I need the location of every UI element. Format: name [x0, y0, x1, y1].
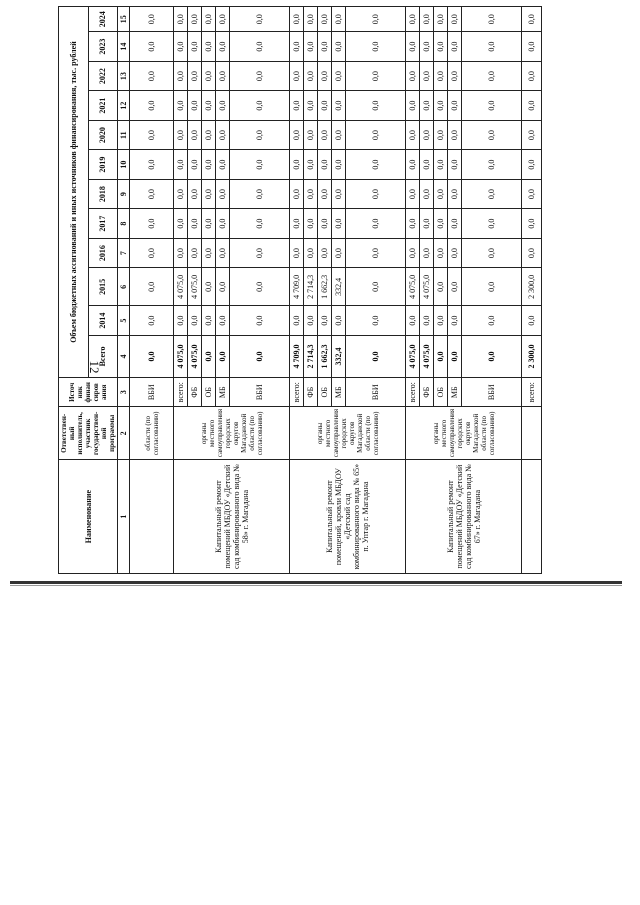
table-row — [406, 7, 420, 574]
value-cell: 0,0 — [462, 268, 522, 306]
value-cell: 0,0 — [188, 32, 202, 62]
value-cell: 0,0 — [230, 150, 290, 180]
header-total: Всего — [88, 335, 118, 377]
value-cell: 0,0 — [346, 61, 406, 91]
value-cell: 0,0 — [304, 120, 318, 150]
value-cell: 0,0 — [304, 209, 318, 239]
value-cell: 0,0 — [216, 335, 230, 377]
value-cell: 0,0 — [230, 238, 290, 268]
value-cell: 0,0 — [346, 32, 406, 62]
value-cell: 0,0 — [332, 32, 346, 62]
value-cell: 0,0 — [522, 91, 542, 121]
value-cell: 0,0 — [318, 306, 332, 336]
header-row — [59, 7, 89, 574]
executor-cell: органы местного самоуправления городских округов Магаданской области (по согласованию) — [406, 407, 522, 460]
value-cell: 0,0 — [216, 120, 230, 150]
value-cell: 0,0 — [346, 209, 406, 239]
value-cell: 0,0 — [522, 209, 542, 239]
value-cell: 0,0 — [434, 335, 448, 377]
value-cell: 0,0 — [188, 209, 202, 239]
value-cell: 0,0 — [290, 7, 304, 32]
value-cell: 0,0 — [216, 268, 230, 306]
value-cell: 0,0 — [290, 150, 304, 180]
executor-cell: органы местного самоуправления городских округов Магаданской области (по согласованию) — [174, 407, 290, 460]
value-cell: 0,0 — [304, 179, 318, 209]
value-cell: 0,0 — [174, 61, 188, 91]
value-cell: 0,0 — [462, 238, 522, 268]
value-cell: 0,0 — [174, 91, 188, 121]
value-cell: 1 662,3 — [318, 268, 332, 306]
value-cell: 0,0 — [448, 61, 462, 91]
value-cell: 0,0 — [130, 306, 174, 336]
value-cell: 0,0 — [332, 7, 346, 32]
value-cell: 0,0 — [522, 306, 542, 336]
table-row — [174, 7, 188, 574]
col-number: 5 — [118, 306, 130, 336]
value-cell: 0,0 — [188, 238, 202, 268]
value-cell: 0,0 — [346, 7, 406, 32]
page-divider — [10, 581, 622, 584]
value-cell: 0,0 — [230, 120, 290, 150]
value-cell: 4 075,0 — [188, 268, 202, 306]
value-cell: 0,0 — [202, 179, 216, 209]
value-cell: 0,0 — [130, 238, 174, 268]
col-number: 9 — [118, 179, 130, 209]
col-number: 15 — [118, 7, 130, 32]
value-cell: 0,0 — [462, 61, 522, 91]
value-cell: 0,0 — [130, 7, 174, 32]
executor-cell: области (по согласованию) — [130, 407, 174, 460]
source-cell: МБ — [448, 378, 462, 408]
value-cell: 0,0 — [230, 91, 290, 121]
source-cell: всего: — [522, 378, 542, 408]
value-cell: 0,0 — [406, 120, 420, 150]
value-cell: 0,0 — [522, 32, 542, 62]
source-cell: ФБ — [304, 378, 318, 408]
value-cell: 0,0 — [230, 268, 290, 306]
value-cell: 0,0 — [202, 209, 216, 239]
value-cell: 0,0 — [346, 335, 406, 377]
value-cell: 0,0 — [230, 7, 290, 32]
source-cell: всего: — [290, 378, 304, 408]
value-cell: 4 075,0 — [406, 335, 420, 377]
empty-executor-cell — [522, 407, 542, 460]
value-cell: 0,0 — [290, 209, 304, 239]
value-cell: 0,0 — [230, 306, 290, 336]
value-cell: 0,0 — [202, 7, 216, 32]
value-cell: 0,0 — [216, 32, 230, 62]
value-cell: 0,0 — [130, 179, 174, 209]
source-cell: ВБИ — [346, 378, 406, 408]
value-cell: 0,0 — [448, 335, 462, 377]
value-cell: 0,0 — [188, 306, 202, 336]
value-cell: 332,4 — [332, 268, 346, 306]
value-cell: 0,0 — [346, 268, 406, 306]
value-cell: 0,0 — [290, 120, 304, 150]
value-cell: 0,0 — [420, 238, 434, 268]
value-cell: 0,0 — [318, 238, 332, 268]
source-cell: МБ — [332, 378, 346, 408]
value-cell: 4 075,0 — [174, 268, 188, 306]
value-cell: 0,0 — [130, 32, 174, 62]
value-cell: 0,0 — [230, 209, 290, 239]
col-number: 12 — [118, 91, 130, 121]
value-cell: 0,0 — [434, 120, 448, 150]
object-name-cell: Капитальный ремонт помещений МБДОУ «Детский сад комбинированного вида № 67» г. Магадана — [406, 460, 522, 574]
value-cell: 0,0 — [462, 335, 522, 377]
value-cell: 0,0 — [304, 91, 318, 121]
value-cell: 0,0 — [202, 268, 216, 306]
value-cell: 0,0 — [332, 61, 346, 91]
value-cell: 0,0 — [462, 32, 522, 62]
value-cell: 0,0 — [290, 91, 304, 121]
header-year: 2018 — [88, 179, 118, 209]
value-cell: 0,0 — [448, 179, 462, 209]
value-cell: 0,0 — [462, 91, 522, 121]
value-cell: 0,0 — [188, 179, 202, 209]
value-cell: 0,0 — [346, 238, 406, 268]
value-cell: 4 709,0 — [290, 268, 304, 306]
value-cell: 0,0 — [130, 209, 174, 239]
value-cell: 0,0 — [434, 238, 448, 268]
value-cell: 0,0 — [130, 150, 174, 180]
value-cell: 0,0 — [216, 306, 230, 336]
value-cell: 0,0 — [434, 7, 448, 32]
value-cell: 0,0 — [332, 306, 346, 336]
source-cell: всего: — [406, 378, 420, 408]
value-cell: 4 075,0 — [188, 335, 202, 377]
value-cell: 0,0 — [318, 91, 332, 121]
source-cell: МБ — [216, 378, 230, 408]
header-source: Источ ник финан сиров ания — [59, 378, 118, 408]
value-cell: 0,0 — [406, 238, 420, 268]
value-cell: 0,0 — [318, 120, 332, 150]
value-cell: 0,0 — [202, 61, 216, 91]
value-cell: 0,0 — [174, 238, 188, 268]
col-number: 7 — [118, 238, 130, 268]
value-cell: 0,0 — [420, 150, 434, 180]
value-cell: 0,0 — [130, 268, 174, 306]
value-cell: 0,0 — [290, 306, 304, 336]
col-number: 3 — [118, 378, 130, 408]
value-cell: 0,0 — [290, 179, 304, 209]
page-divider-thin — [10, 585, 622, 586]
header-year: 2022 — [88, 61, 118, 91]
header-volume: Объем бюджетных ассигнований и иных источников финансирования, тыс. рублей — [59, 7, 89, 378]
value-cell: 0,0 — [332, 209, 346, 239]
value-cell: 0,0 — [130, 91, 174, 121]
source-cell: ОБ — [434, 378, 448, 408]
value-cell: 0,0 — [188, 7, 202, 32]
value-cell: 332,4 — [332, 335, 346, 377]
value-cell: 0,0 — [420, 120, 434, 150]
col-number: 14 — [118, 32, 130, 62]
value-cell: 2 714,3 — [304, 268, 318, 306]
source-cell: ВБИ — [130, 378, 174, 408]
value-cell: 0,0 — [346, 91, 406, 121]
source-cell: ВБИ — [462, 378, 522, 408]
value-cell: 0,0 — [448, 91, 462, 121]
financing-table — [58, 6, 542, 574]
value-cell: 0,0 — [434, 268, 448, 306]
col-number: 4 — [118, 335, 130, 377]
value-cell: 0,0 — [318, 209, 332, 239]
value-cell: 0,0 — [522, 150, 542, 180]
value-cell: 0,0 — [406, 306, 420, 336]
value-cell: 0,0 — [174, 120, 188, 150]
value-cell: 0,0 — [434, 91, 448, 121]
value-cell: 0,0 — [202, 120, 216, 150]
empty-name-cell — [522, 460, 542, 574]
value-cell: 0,0 — [420, 7, 434, 32]
value-cell: 0,0 — [522, 179, 542, 209]
source-cell: всего: — [174, 378, 188, 408]
value-cell: 0,0 — [202, 238, 216, 268]
value-cell: 0,0 — [230, 179, 290, 209]
value-cell: 0,0 — [318, 7, 332, 32]
value-cell: 0,0 — [216, 150, 230, 180]
value-cell: 0,0 — [202, 32, 216, 62]
value-cell: 0,0 — [304, 7, 318, 32]
column-number-row — [118, 7, 130, 574]
value-cell: 0,0 — [304, 61, 318, 91]
header-year: 2016 — [88, 238, 118, 268]
value-cell: 0,0 — [216, 209, 230, 239]
value-cell: 0,0 — [216, 91, 230, 121]
value-cell: 0,0 — [462, 306, 522, 336]
value-cell: 0,0 — [420, 61, 434, 91]
value-cell: 0,0 — [420, 91, 434, 121]
value-cell: 0,0 — [346, 120, 406, 150]
value-cell: 0,0 — [332, 120, 346, 150]
value-cell: 0,0 — [434, 150, 448, 180]
value-cell: 0,0 — [174, 32, 188, 62]
value-cell: 0,0 — [434, 61, 448, 91]
value-cell: 2 300,0 — [522, 335, 542, 377]
value-cell: 0,0 — [130, 61, 174, 91]
table-row — [290, 7, 304, 574]
value-cell: 0,0 — [462, 120, 522, 150]
value-cell: 0,0 — [346, 150, 406, 180]
header-year: 2020 — [88, 120, 118, 150]
col-number: 13 — [118, 61, 130, 91]
value-cell: 0,0 — [318, 179, 332, 209]
value-cell: 0,0 — [448, 32, 462, 62]
value-cell: 0,0 — [420, 179, 434, 209]
value-cell: 0,0 — [406, 150, 420, 180]
value-cell: 0,0 — [332, 91, 346, 121]
object-name-cell: Капитальный ремонт помещений МБДОУ «Детский сад комбинированного вида № 58» г. Магадана — [174, 460, 290, 574]
source-cell: ОБ — [318, 378, 332, 408]
value-cell: 0,0 — [290, 61, 304, 91]
empty-name-cell — [130, 460, 174, 574]
value-cell: 0,0 — [188, 61, 202, 91]
value-cell: 4 075,0 — [406, 268, 420, 306]
value-cell: 0,0 — [346, 306, 406, 336]
header-executor: Ответствен-ный исполнитель, участник государствен-ной программы — [59, 407, 118, 460]
value-cell: 0,0 — [174, 150, 188, 180]
header-year: 2019 — [88, 150, 118, 180]
header-name: Наименование — [59, 460, 118, 574]
value-cell: 0,0 — [174, 306, 188, 336]
source-cell: ВБИ — [230, 378, 290, 408]
value-cell: 0,0 — [332, 179, 346, 209]
value-cell: 0,0 — [522, 238, 542, 268]
value-cell: 0,0 — [202, 335, 216, 377]
col-number: 8 — [118, 209, 130, 239]
source-cell: ФБ — [188, 378, 202, 408]
col-number: 6 — [118, 268, 130, 306]
value-cell: 0,0 — [216, 61, 230, 91]
col-number: 2 — [118, 407, 130, 460]
value-cell: 0,0 — [420, 306, 434, 336]
value-cell: 0,0 — [304, 150, 318, 180]
value-cell: 0,0 — [188, 150, 202, 180]
value-cell: 0,0 — [406, 7, 420, 32]
value-cell: 0,0 — [318, 32, 332, 62]
value-cell: 0,0 — [434, 209, 448, 239]
value-cell: 0,0 — [420, 32, 434, 62]
value-cell: 0,0 — [406, 32, 420, 62]
value-cell: 0,0 — [522, 120, 542, 150]
rotated-page-content — [58, 6, 633, 574]
top-fragment-row — [130, 7, 174, 574]
value-cell: 0,0 — [290, 32, 304, 62]
executor-cell: органы местного самоуправления городских округов Магаданской области (по согласованию) — [290, 407, 406, 460]
value-cell: 0,0 — [318, 61, 332, 91]
value-cell: 0,0 — [522, 61, 542, 91]
value-cell: 0,0 — [462, 179, 522, 209]
value-cell: 0,0 — [332, 150, 346, 180]
source-cell: ОБ — [202, 378, 216, 408]
object-name-cell: Капитальный ремонт помещений, кровли МБДОУ «Детский сад комбинированного вида № 65» п. Уптар г. Магадана — [290, 460, 406, 574]
value-cell: 0,0 — [448, 120, 462, 150]
value-cell: 0,0 — [318, 150, 332, 180]
value-cell: 0,0 — [174, 179, 188, 209]
value-cell: 0,0 — [406, 179, 420, 209]
value-cell: 0,0 — [406, 209, 420, 239]
value-cell: 0,0 — [448, 306, 462, 336]
header-year: 2024 — [88, 7, 118, 32]
value-cell: 0,0 — [406, 61, 420, 91]
value-cell: 0,0 — [434, 306, 448, 336]
source-cell: ФБ — [420, 378, 434, 408]
value-cell: 0,0 — [202, 306, 216, 336]
value-cell: 0,0 — [448, 7, 462, 32]
value-cell: 4 075,0 — [174, 335, 188, 377]
value-cell: 0,0 — [230, 32, 290, 62]
value-cell: 4 075,0 — [420, 268, 434, 306]
page-number: 12 — [87, 360, 102, 374]
col-number: 10 — [118, 150, 130, 180]
value-cell: 0,0 — [216, 7, 230, 32]
header-year: 2017 — [88, 209, 118, 239]
value-cell: 2 714,3 — [304, 335, 318, 377]
value-cell: 0,0 — [434, 32, 448, 62]
value-cell: 0,0 — [188, 91, 202, 121]
value-cell: 0,0 — [216, 238, 230, 268]
value-cell: 0,0 — [130, 335, 174, 377]
value-cell: 0,0 — [448, 209, 462, 239]
header-year: 2014 — [88, 306, 118, 336]
value-cell: 0,0 — [522, 7, 542, 32]
value-cell: 0,0 — [174, 209, 188, 239]
value-cell: 0,0 — [462, 150, 522, 180]
value-cell: 0,0 — [202, 91, 216, 121]
value-cell: 0,0 — [332, 238, 346, 268]
value-cell: 1 662,3 — [318, 335, 332, 377]
header-year: 2023 — [88, 32, 118, 62]
value-cell: 0,0 — [406, 91, 420, 121]
col-number: 1 — [118, 460, 130, 574]
value-cell: 0,0 — [174, 7, 188, 32]
value-cell: 0,0 — [202, 150, 216, 180]
col-number: 11 — [118, 120, 130, 150]
value-cell: 0,0 — [290, 238, 304, 268]
value-cell: 0,0 — [130, 120, 174, 150]
value-cell: 0,0 — [420, 209, 434, 239]
value-cell: 0,0 — [230, 335, 290, 377]
value-cell: 0,0 — [448, 238, 462, 268]
value-cell: 0,0 — [462, 209, 522, 239]
header-year: 2021 — [88, 91, 118, 121]
value-cell: 0,0 — [448, 150, 462, 180]
value-cell: 0,0 — [304, 238, 318, 268]
value-cell: 0,0 — [216, 179, 230, 209]
value-cell: 0,0 — [346, 179, 406, 209]
bottom-fragment-row — [522, 7, 542, 574]
value-cell: 4 709,0 — [290, 335, 304, 377]
header-year: 2015 — [88, 268, 118, 306]
rotated-table-area — [58, 6, 633, 574]
value-cell: 0,0 — [188, 120, 202, 150]
value-cell: 0,0 — [304, 32, 318, 62]
value-cell: 2 300,0 — [522, 268, 542, 306]
value-cell: 0,0 — [448, 268, 462, 306]
value-cell: 0,0 — [230, 61, 290, 91]
value-cell: 0,0 — [434, 179, 448, 209]
value-cell: 4 075,0 — [420, 335, 434, 377]
value-cell: 0,0 — [462, 7, 522, 32]
value-cell: 0,0 — [304, 306, 318, 336]
